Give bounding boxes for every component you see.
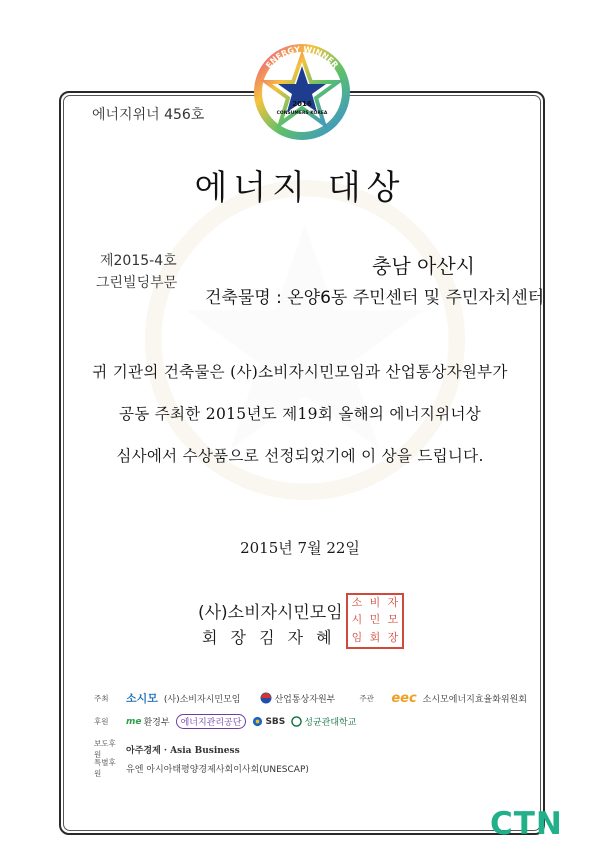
body-line-2: 공동 주최한 2015년도 제19회 올해의 에너지위너상 xyxy=(118,405,482,423)
body-line-1: 귀 기관의 건축물은 (사)소비자시민모임과 산업통상자원부가 xyxy=(92,363,508,381)
host-label: 주최 xyxy=(94,693,109,703)
consumers-korea-logo: (사)소비자시민모임 xyxy=(163,694,241,705)
emblem-year: 2016 xyxy=(292,100,312,108)
sponsor-row-support xyxy=(94,714,356,729)
skku-logo: 성균관대학교 xyxy=(291,715,356,728)
motie-logo: 산업통상자원부 xyxy=(260,692,335,705)
sosimo-logo: 소시모 xyxy=(126,692,158,705)
sponsor-row-special xyxy=(94,757,309,779)
taegeuk-icon xyxy=(260,692,272,704)
kemco-logo: 에너지관리공단 xyxy=(176,714,247,729)
emblem-arc-bottom: 에너지위너상 xyxy=(287,123,317,133)
energy-committee-logo: 소시모에너지효율화위원회 xyxy=(422,694,528,705)
issuer-name: 회 장 김 자 혜 xyxy=(202,628,336,647)
energy-winner-emblem xyxy=(248,36,356,144)
official-seal: 소 비 자 시 민 모 임 회 장 xyxy=(346,593,404,649)
eec-logo: eec xyxy=(391,690,417,706)
organizer-label: 주관 xyxy=(359,693,374,703)
skku-emblem-icon xyxy=(291,716,302,727)
ajou-economy-logo: 아주경제 · Asia Business xyxy=(126,745,240,756)
special-label: 특별후원 xyxy=(94,758,116,778)
media-label: 보도후원 xyxy=(94,739,116,759)
issue-date: 2015년 7월 22일 xyxy=(240,539,360,557)
emblem-subtitle: CONSUMERS KOREA xyxy=(276,111,328,116)
support-label: 후원 xyxy=(94,717,109,726)
ctn-logo: CTN xyxy=(490,806,563,842)
recipient-name: 충남 아산시 xyxy=(372,254,475,278)
moe-logo: me 환경부 xyxy=(126,716,170,728)
building-name: 건축물명 : 온양6동 주민센터 및 주민자치센터 xyxy=(205,288,545,308)
certificate-title: 에너지 대상 xyxy=(194,168,406,208)
unescap-text: 유엔 아시아태평양경제사회이사회(UNESCAP) xyxy=(126,764,309,775)
emblem-arc-top: ENERGY WINNER xyxy=(264,44,340,70)
sbs-icon xyxy=(252,716,263,727)
body-line-3: 심사에서 수상품으로 선정되었기에 이 상을 드립니다. xyxy=(116,447,484,465)
sponsor-row-host xyxy=(94,690,527,706)
certificate-number: 에너지위너 456호 xyxy=(92,107,205,123)
issuer-organization: (사)소비자시민모임 xyxy=(198,603,343,623)
sbs-logo: SBS xyxy=(252,716,285,727)
case-number: 제2015-4호 xyxy=(100,253,177,269)
award-division: 그린빌딩부문 xyxy=(96,275,178,291)
